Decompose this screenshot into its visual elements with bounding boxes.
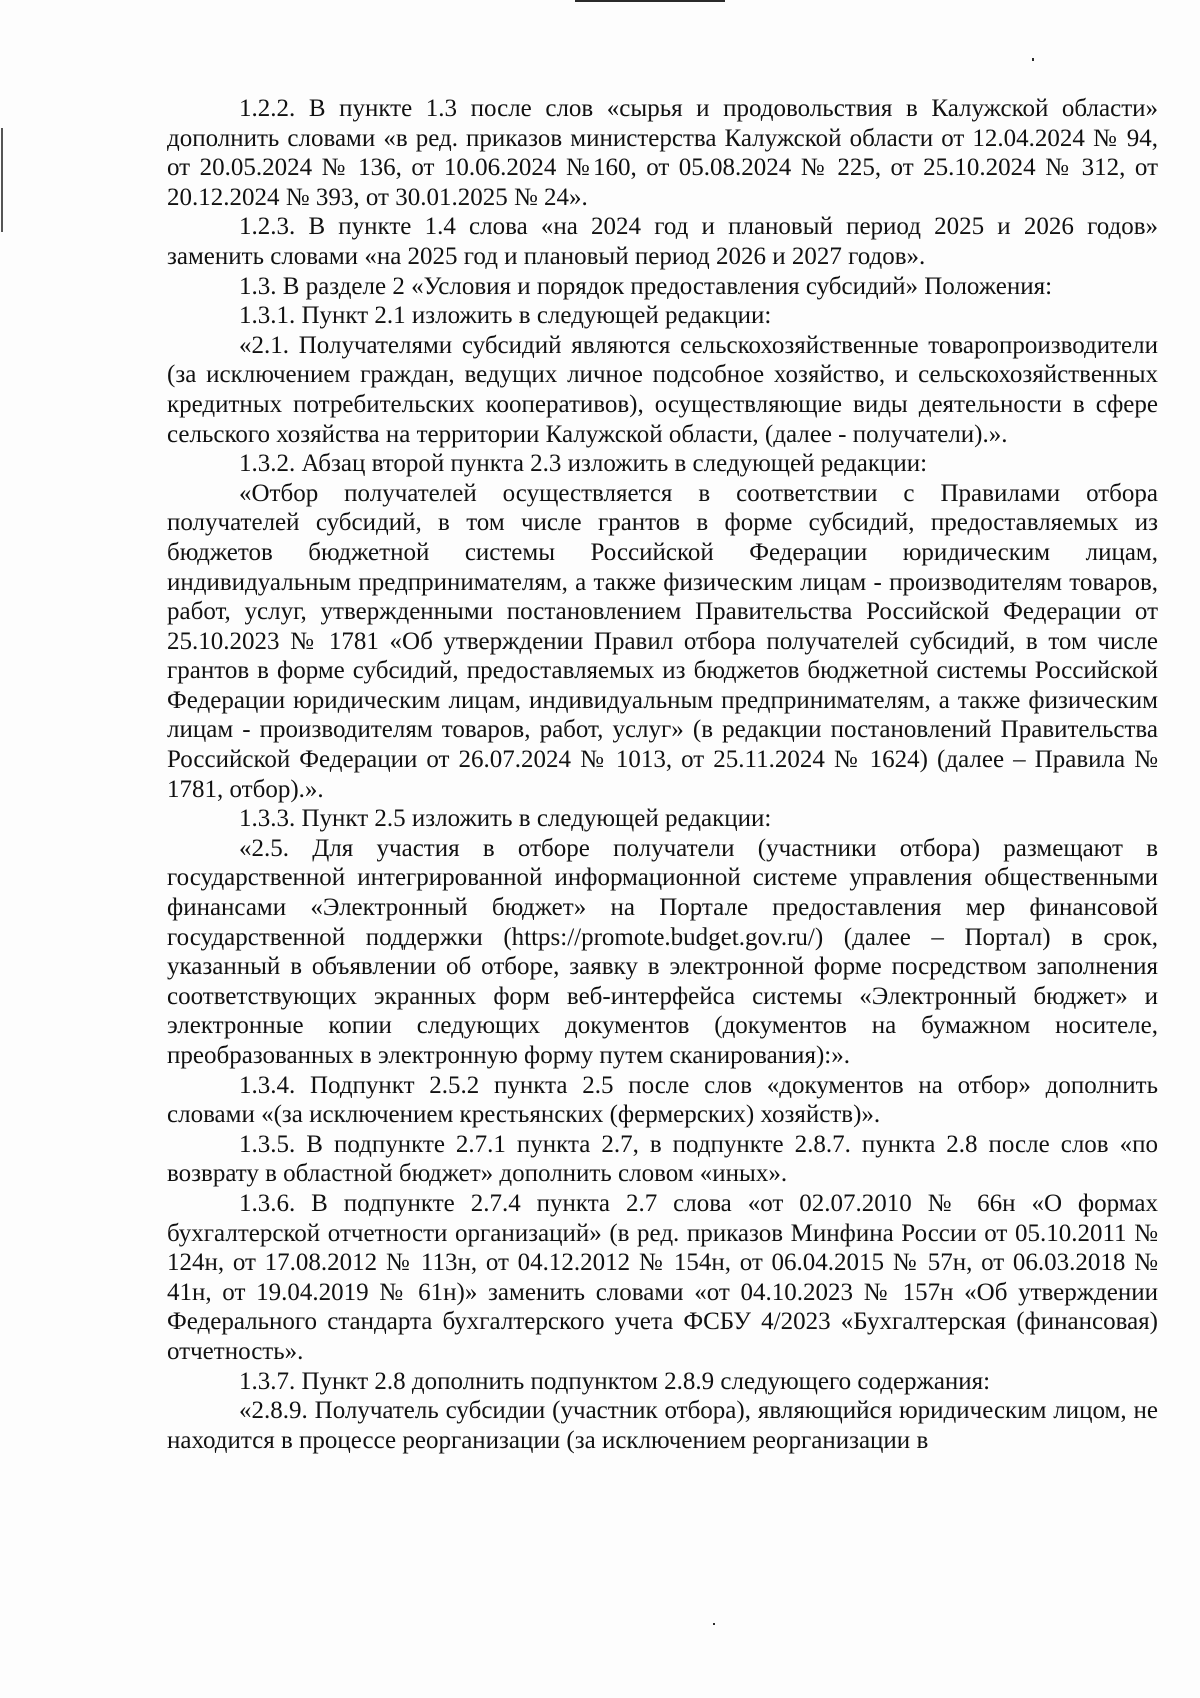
scan-artifact-dot — [1032, 58, 1034, 61]
paragraph-1-3: 1.3. В разделе 2 «Условия и порядок предоставления субсидий» Положения: — [239, 272, 1053, 300]
paragraph-1-2-2: 1.2.2. В пункте 1.3 после слов «сырья и продовольствия в Калужской области» дополнить словами «в ред. приказов министерства Калужской области от 12.04.2024 № 94, от 20.05.2024 № 136, от 10.06.2024 №160, от 05.08.2024 № 225, от 25.10.2024 № 312, от 20.12.2024 № 393, от 30.01.2025 № 24». — [167, 95, 1158, 211]
paragraph-2-8-9-quote: «2.8.9. Получатель субсидии (участник отбора), являющийся юридическим лицом, не находится в процессе реорганизации (за исключением реорганизации в — [167, 1397, 1158, 1454]
paragraph-2-1-quote: «2.1. Получателями субсидий являются сельскохозяйственные товаропроизводители (за исключением граждан, ведущих личное подсобное хозяйство, и сельскохозяйственных кредитных потребительских кооперативов), осуществляющие виды деятельности в сфере сельского хозяйства на территории Калужской области, (далее - получатели).». — [167, 331, 1158, 448]
paragraph-1-3-2: 1.3.2. Абзац второй пункта 2.3 изложить в следующей редакции: — [239, 450, 928, 478]
paragraph-1-3-7: 1.3.7. Пункт 2.8 дополнить подпунктом 2.8.9 следующего содержания: — [239, 1367, 991, 1395]
paragraph-1-3-5: 1.3.5. В подпункте 2.7.1 пункта 2.7, в подпункте 2.8.7. пункта 2.8 после слов «по возврату в областной бюджет» дополнить словом «иных». — [167, 1130, 1158, 1188]
paragraph-1-2-3: 1.2.3. В пункте 1.4 слова «на 2024 год и плановый период 2025 и 2026 годов» заменить словами «на 2025 год и плановый период 2026 и 2027 годов». — [167, 213, 1158, 270]
paragraph-1-3-3: 1.3.3. Пункт 2.5 изложить в следующей редакции: — [239, 805, 772, 833]
paragraph-selection-quote: «Отбор получателей осуществляется в соответствии с Правилами отбора получателей субсидий, в том числе грантов в форме субсидий, предоставляемых из бюджетов бюджетной системы Российской Федерации юридическим лицам, индивидуальным предпринимателям, а также физическим лицам - производителям товаров, работ, услуг, утвержденными постановлением Правительства Российской Федерации от 25.10.2023 № 1781 «Об утверждении Правил отбора получателей субсидий, в том числе грантов в форме субсидий, предоставляемых из бюджетов бюджетной системы Российской Федерации юридическим лицам, индивидуальным предпринимателям, а также физическим лицам - производителям товаров, работ, услуг» (в редакции постановлений Правительства Российской Федерации от 26.07.2024 № 1013, от 25.11.2024 № 1624) (далее – Правила № 1781, отбор).». — [167, 479, 1158, 803]
paragraph-2-5-quote: «2.5. Для участия в отборе получатели (участники отбора) размещают в государственной интегрированной информационной системе управления общественными финансами «Электронный бюджет» на Портале предоставления мер финансовой государственной поддержки (https://promote.budget.gov.ru/) (далее – Портал) в срок, указанный в объявлении об отборе, заявку в электронной форме посредством заполнения соответствующих экранных форм веб-интерфейса системы «Электронный бюджет» и электронные копии следующих документов (документов на бумажном носителе, преобразованных в электронную форму путем сканирования):». — [167, 834, 1158, 1069]
document-body — [167, 94, 1158, 1455]
scan-artifact-top-line — [575, 0, 725, 2]
paragraph-1-3-4: 1.3.4. Подпункт 2.5.2 пункта 2.5 после слов «документов на отбор» дополнить словами «(за исключением крестьянских (фермерских) хозяйств)». — [167, 1071, 1158, 1129]
scan-artifact-dot — [713, 1623, 715, 1625]
paragraph-1-3-1: 1.3.1. Пункт 2.1 изложить в следующей редакции: — [239, 302, 772, 330]
scan-artifact-left-edge — [1, 128, 3, 232]
paragraph-1-3-6: 1.3.6. В подпункте 2.7.4 пункта 2.7 слова «от 02.07.2010 № 66н «О формах бухгалтерской отчетности организаций» (в ред. приказов Минфина России от 05.10.2011 № 124н, от 17.08.2012 № 113н, от 04.12.2012 № 154н, от 06.04.2015 № 57н, от 06.03.2018 № 41н, от 19.04.2019 № 61н)» заменить словами «от 04.10.2023 № 157н «Об утверждении Федерального стандарта бухгалтерского учета ФСБУ 4/2023 «Бухгалтерская (финансовая) отчетность». — [167, 1189, 1158, 1365]
